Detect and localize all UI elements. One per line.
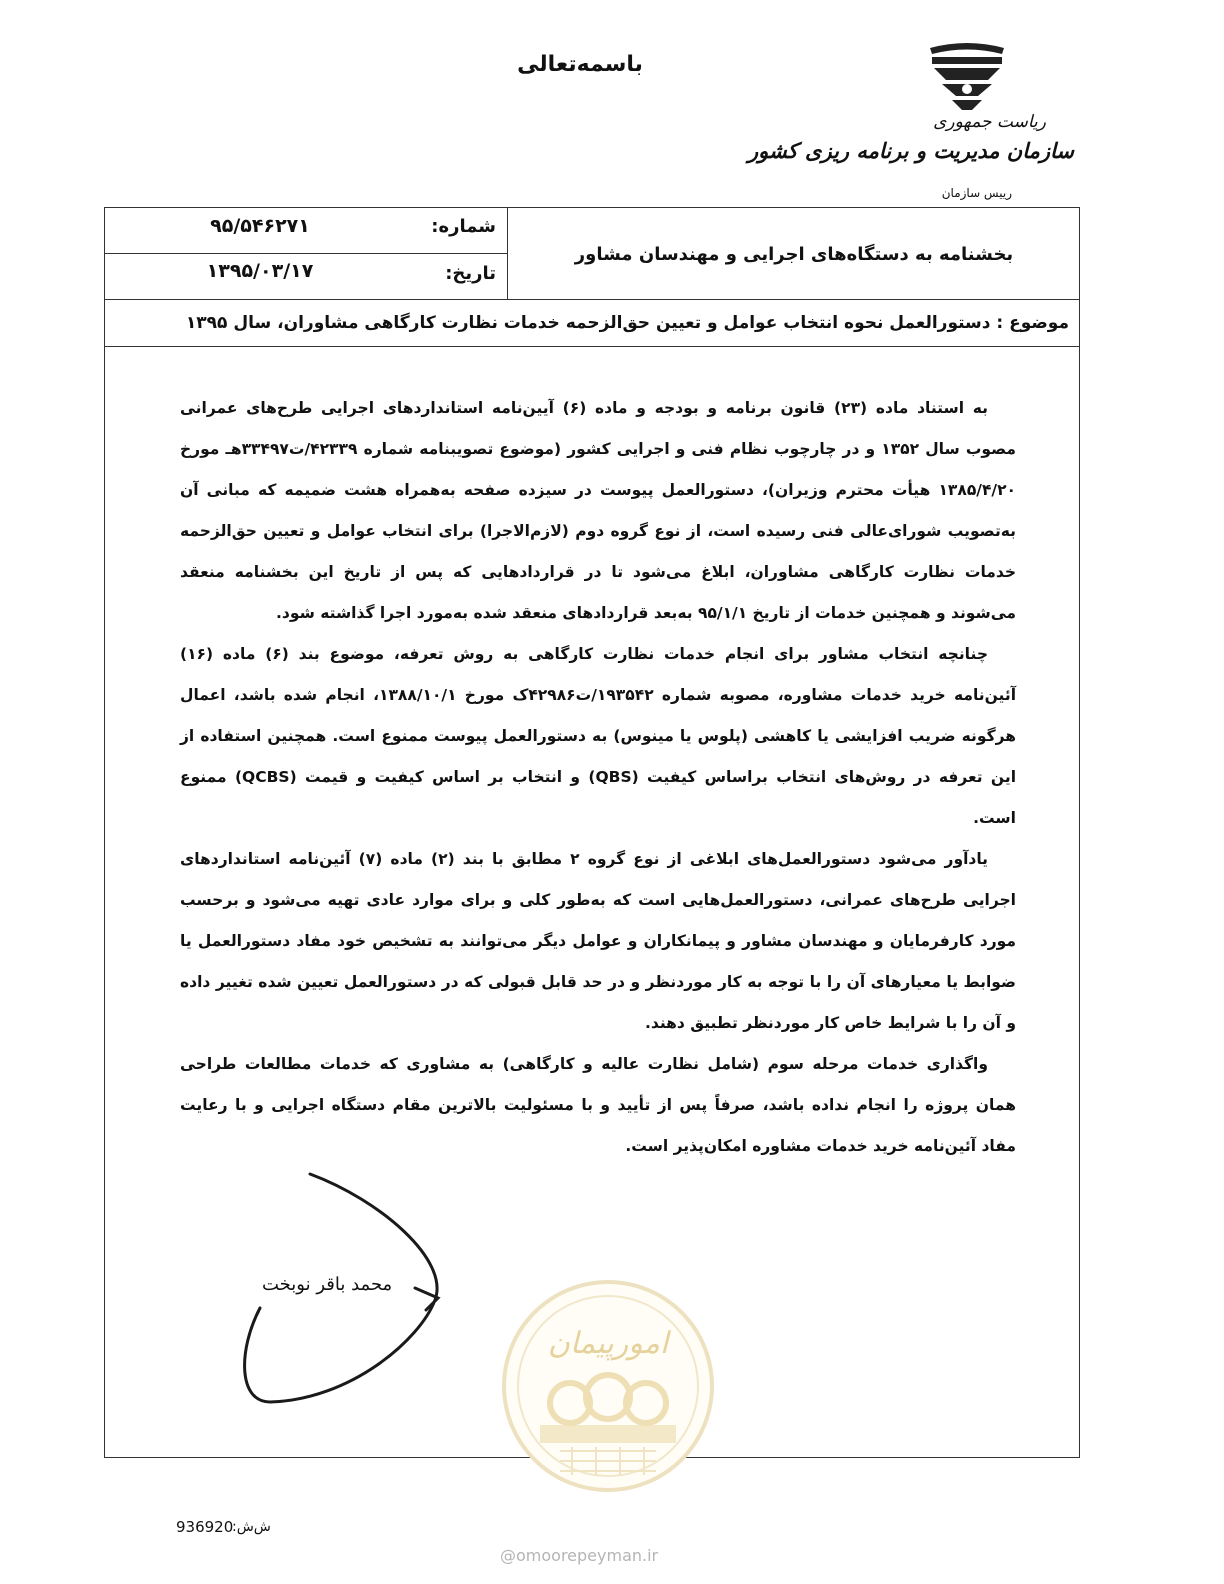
signer-name: محمد باقر نوبخت (262, 1274, 393, 1295)
letter-number-value: ۹۵/۵۴۶۲۷۱ (210, 215, 310, 237)
subject-divider (104, 346, 1080, 347)
letter-date-value: ۱۳۹۵/۰۳/۱۷ (206, 260, 314, 282)
meta-divider (104, 253, 507, 254)
signature-scrawl (230, 1170, 470, 1420)
presidency-caption: ریاست جمهوری (933, 112, 1046, 132)
reference-label: ش‌ش: (232, 1519, 271, 1535)
letter-number-label: شماره: (431, 216, 496, 237)
letter-date-label: تاریخ: (445, 263, 496, 284)
recipient-line: بخشنامه به دستگاه‌های اجرایی و مهندسان مشاور (574, 243, 1014, 265)
stamp-seal (500, 1275, 715, 1497)
organization-name: سازمان مدیریت و برنامه ریزی کشور (748, 138, 1074, 163)
stamp-text: امورپیمان (547, 1326, 669, 1361)
subject-line: موضوع : دستورالعمل نحوه انتخاب عوامل و تعیین حق‌الزحمه خدمات نظارت کارگاهی مشاوران، سال ۱۳۹۵ (185, 313, 1069, 333)
body-paragraph: یادآور می‌شود دستورالعمل‌های ابلاغی از نوع گروه ۲ مطابق با بند (۲) ماده (۷) آئین‌نامه استانداردهای اجرایی طرح‌های عمرانی، دستورالعمل‌هایی است که به‌طور کلی و برای موارد عادی تهیه می‌شود و برحسب مورد کارفرمایان و مهندسان مشاور و پیمانکاران و عوامل دیگر می‌توانند به تشخیص خود مفاد دستورالعمل یا ضوابط یا معیارهای آن را با توجه به کار موردنظر و در حد قابل قبولی که در دستورالعمل تعیین شده تغییر داده و آن را با شرایط خاص کار موردنظر تطبیق دهند. (180, 850, 1016, 1032)
body-paragraph: واگذاری خدمات مرحله سوم (شامل نظارت عالیه و کارگاهی) به مشاوری که خدمات مطالعات طراحی همان پروژه را انجام نداده باشد، صرفاً پس از تأیید و با مسئولیت بالاترین مقام دستگاه اجرایی و با رعایت مفاد آئین‌نامه خرید خدمات مشاوره امکان‌پذیر است. (180, 1055, 1016, 1155)
letter-body (180, 388, 1016, 1167)
organization-role: رییس سازمان (941, 186, 1012, 200)
body-paragraph: به استناد ماده (۲۳) قانون برنامه و بودجه و ماده (۶) آیین‌نامه استانداردهای اجرایی طرح‌های عمرانی مصوب سال ۱۳۵۲ و در چارچوب نظام فنی و اجرایی کشور (موضوع تصویبنامه شماره ۴۲۳۳۹/ت۳۳۴۹۷هـ مورخ ۱۳۸۵/۴/۲۰ هیأت محترم وزیران)، دستورالعمل پیوست در سیزده صفحه به‌همراه هشت ضمیمه که مبانی آن به‌تصویب شورای‌عالی فنی رسیده است، از نوع گروه دوم (لازم‌الاجرا) برای انتخاب عوامل و تعیین حق‌الزحمه خدمات نظارت کارگاهی مشاوران، ابلاغ می‌شود تا در قراردادهایی که پس از تاریخ این بخشنامه منعقد می‌شوند و همچنین خدمات از تاریخ ۹۵/۱/۱ به‌بعد قراردادهای منعقد شده به‌مورد اجرا گذاشته شود. (180, 399, 1017, 622)
bismillah-heading: باسمه‌تعالی (517, 52, 643, 77)
emblem-icon (926, 40, 1008, 112)
reference-number: 936920 (176, 1518, 234, 1536)
body-paragraph: چنانچه انتخاب مشاور برای انجام خدمات نظارت کارگاهی به روش تعرفه، موضوع بند (۶) ماده (۱۶) آئین‌نامه خرید خدمات مشاوره، مصوبه شماره ۱۹۳۵۴۲/ت۴۲۹۸۶ک مورخ ۱۳۸۸/۱۰/۱، انجام شده باشد، اعمال هرگونه ضریب افزایشی یا کاهشی (پلوس یا مینوس) به دستورالعمل پیوست ممنوع است. همچنین استفاده از این تعرفه در روش‌های انتخاب براساس کیفیت (QBS) و انتخاب بر اساس کیفیت و قیمت (QCBS) ممنوع است. (180, 645, 1017, 827)
watermark-url: @omoorepeyman.ir (500, 1546, 659, 1565)
